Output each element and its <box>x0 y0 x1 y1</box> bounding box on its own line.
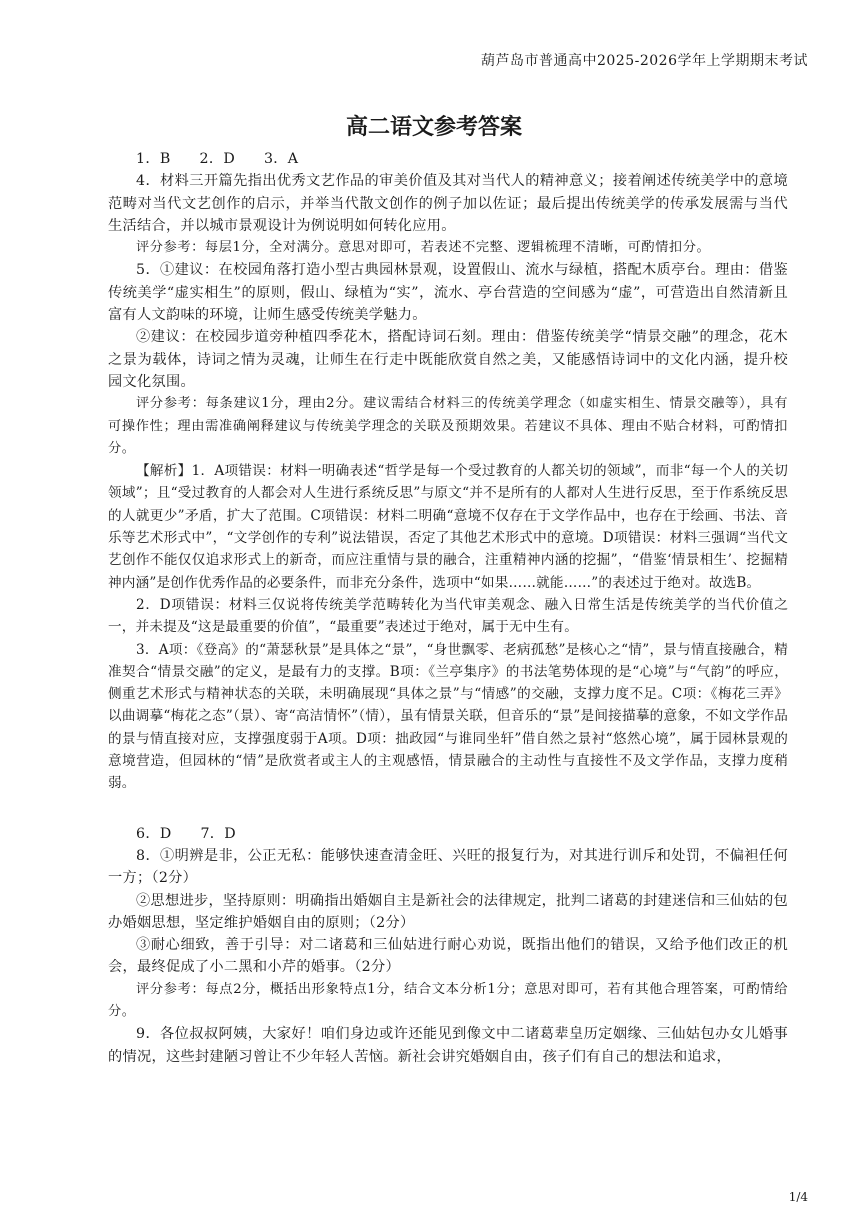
section-spacer <box>108 795 788 823</box>
question-5-scoring-note: 评分参考：每条建议1分，理由2分。建议需结合材料三的传统美学理念（如虚实相生、情景交融等），具有可操作性；理由需准确阐释建议与传统美学理念的关联及预期效果。若建议不具体、理由不贴合材料，可酌情扣分。 <box>108 396 788 456</box>
page-number: 1/4 <box>788 1190 808 1204</box>
question-8-point-3: ③耐心细致，善于引导：对二诸葛和三仙姑进行耐心劝说，既指出他们的错误，又给予他们改正的机会，最终促成了小二黑和小芹的婚事。（2分） <box>108 937 788 976</box>
question-9-answer: 9．各位叔叔阿姨，大家好！咱们身边或许还能见到像文中二诸葛辈皇历定姻缘、三仙姑包办女儿婚事的情况，这些封建陋习曾让不少年轻人苦恼。新社会讲究婚姻自由，孩子们有自己的想法和追求， <box>108 1026 788 1065</box>
question-5-suggestion-1: 5．①建议：在校园角落打造小型古典园林景观，设置假山、流水与绿植，搭配木质亭台。理由：借鉴传统美学“虚实相生”的原则，假山、绿植为“实”，流水、亭台营造的空间感为“虚”，可营造出自然清新且富有人文韵味的环境，让师生感受传统美学魅力。 <box>108 262 788 324</box>
answers-6-7: 6．D 7．D <box>136 825 236 842</box>
exam-header: 葫芦岛市普通高中2025-2026学年上学期期末考试 <box>481 53 808 69</box>
question-8-point-2: ②思想进步，坚持原则：明确指出婚姻自主是新社会的法律规定，批判二诸葛的封建迷信和三仙姑的包办婚姻思想，坚定维护婚姻自由的原则；（2分） <box>108 892 788 931</box>
question-8-point-1: 8．①明辨是非，公正无私：能够快速查清金旺、兴旺的报复行为，对其进行训斥和处罚，不偏袒任何一方；（2分） <box>108 847 788 887</box>
page-title: 高二语文参考答案 <box>345 115 522 140</box>
analysis-question-2: 2．D项错误：材料三仅说将传统美学范畴转化为当代审美观念、融入日常生活是传统美学的当代价值之一，并未提及“这是最重要的价值”，“最重要”表述过于绝对，属于无中生有。 <box>108 596 788 636</box>
analysis-question-3: 3．A项：《登高》的“萧瑟秋景”是具体之“景”，“身世飘零、老病孤愁”是核心之“情”，景与情直接融合，精准契合“情景交融”的定义，是最有力的支撑。B项：《兰亭集序》的书法笔势体现的是“心境”与“气韵”的呼应，侧重艺术形式与精神状态的关联，未明确展现“具体之景”与“情感”的交融，支撑力度不足。C项：《梅花三弄》以曲调摹“梅花之态”（景）、寄“高洁情怀”（情），虽有情景关联，但音乐的“景”是间接描摹的意象，不如文学作品的景与情直接对应，支撑强度弱于A项。D项：拙政园“与谁同坐轩”借自然之景衬“悠然心境”，属于园林景观的意境营造，但园林的“情”是欣赏者或主人的主观感悟，情景融合的主动性与直接性不及文学作品，支撑力度稍弱。 <box>108 641 788 792</box>
answer-content <box>108 148 788 1068</box>
question-8-scoring-note: 评分参考：每点2分，概括出形象特点1分，结合文本分析1分；意思对即可，若有其他合理答案，可酌情给分。 <box>108 981 788 1019</box>
answers-1-3: 1．B 2．D 3．A <box>136 151 299 167</box>
question-5-suggestion-2: ②建议：在校园步道旁种植四季花木，搭配诗词石刻。理由：借鉴传统美学“情景交融”的理念，花木之景为载体，诗词之情为灵魂，让师生在行走中既能欣赏自然之美，又能感悟诗词中的文化内涵，提升校园文化氛围。 <box>108 329 788 390</box>
question-4-answer: 4．材料三开篇先指出优秀文艺作品的审美价值及其对当代人的精神意义；接着阐述传统美学中的意境范畴对当代文艺创作的启示，并举当代散文创作的例子加以佐证；最后提出传统美学的传承发展需与当代生活结合，并以城市景观设计为例说明如何转化应用。 <box>108 173 788 234</box>
analysis-question-1: 【解析】1．A项错误：材料一明确表述“哲学是每一个受过教育的人都关切的领域”，而非“每一个人的关切领域”；且“受过教育的人都会对人生进行系统反思”与原文“并不是所有的人都对人生进行反思，至于作系统反思的人就更少”矛盾，扩大了范围。C项错误：材料二明确“意境不仅存在于文学作品中，也存在于绘画、书法、音乐等艺术形式中”，“文学创作的专利”说法错误，否定了其他艺术形式中的意境。D项错误：材料三强调“当代文艺创作不能仅仅追求形式上的新奇，而应注重情与景的融合，注重精神内涵的挖掘”，“借鉴‘情景相生’、挖掘精神内涵”是创作优秀作品的必要条件，而非充分条件，选项中“如果……就能……”的表述过于绝对。故选B。 <box>108 463 788 591</box>
question-4-scoring-note: 评分参考：每层1分，全对满分。意思对即可，若表述不完整、逻辑梳理不清晰，可酌情扣分。 <box>136 240 711 256</box>
